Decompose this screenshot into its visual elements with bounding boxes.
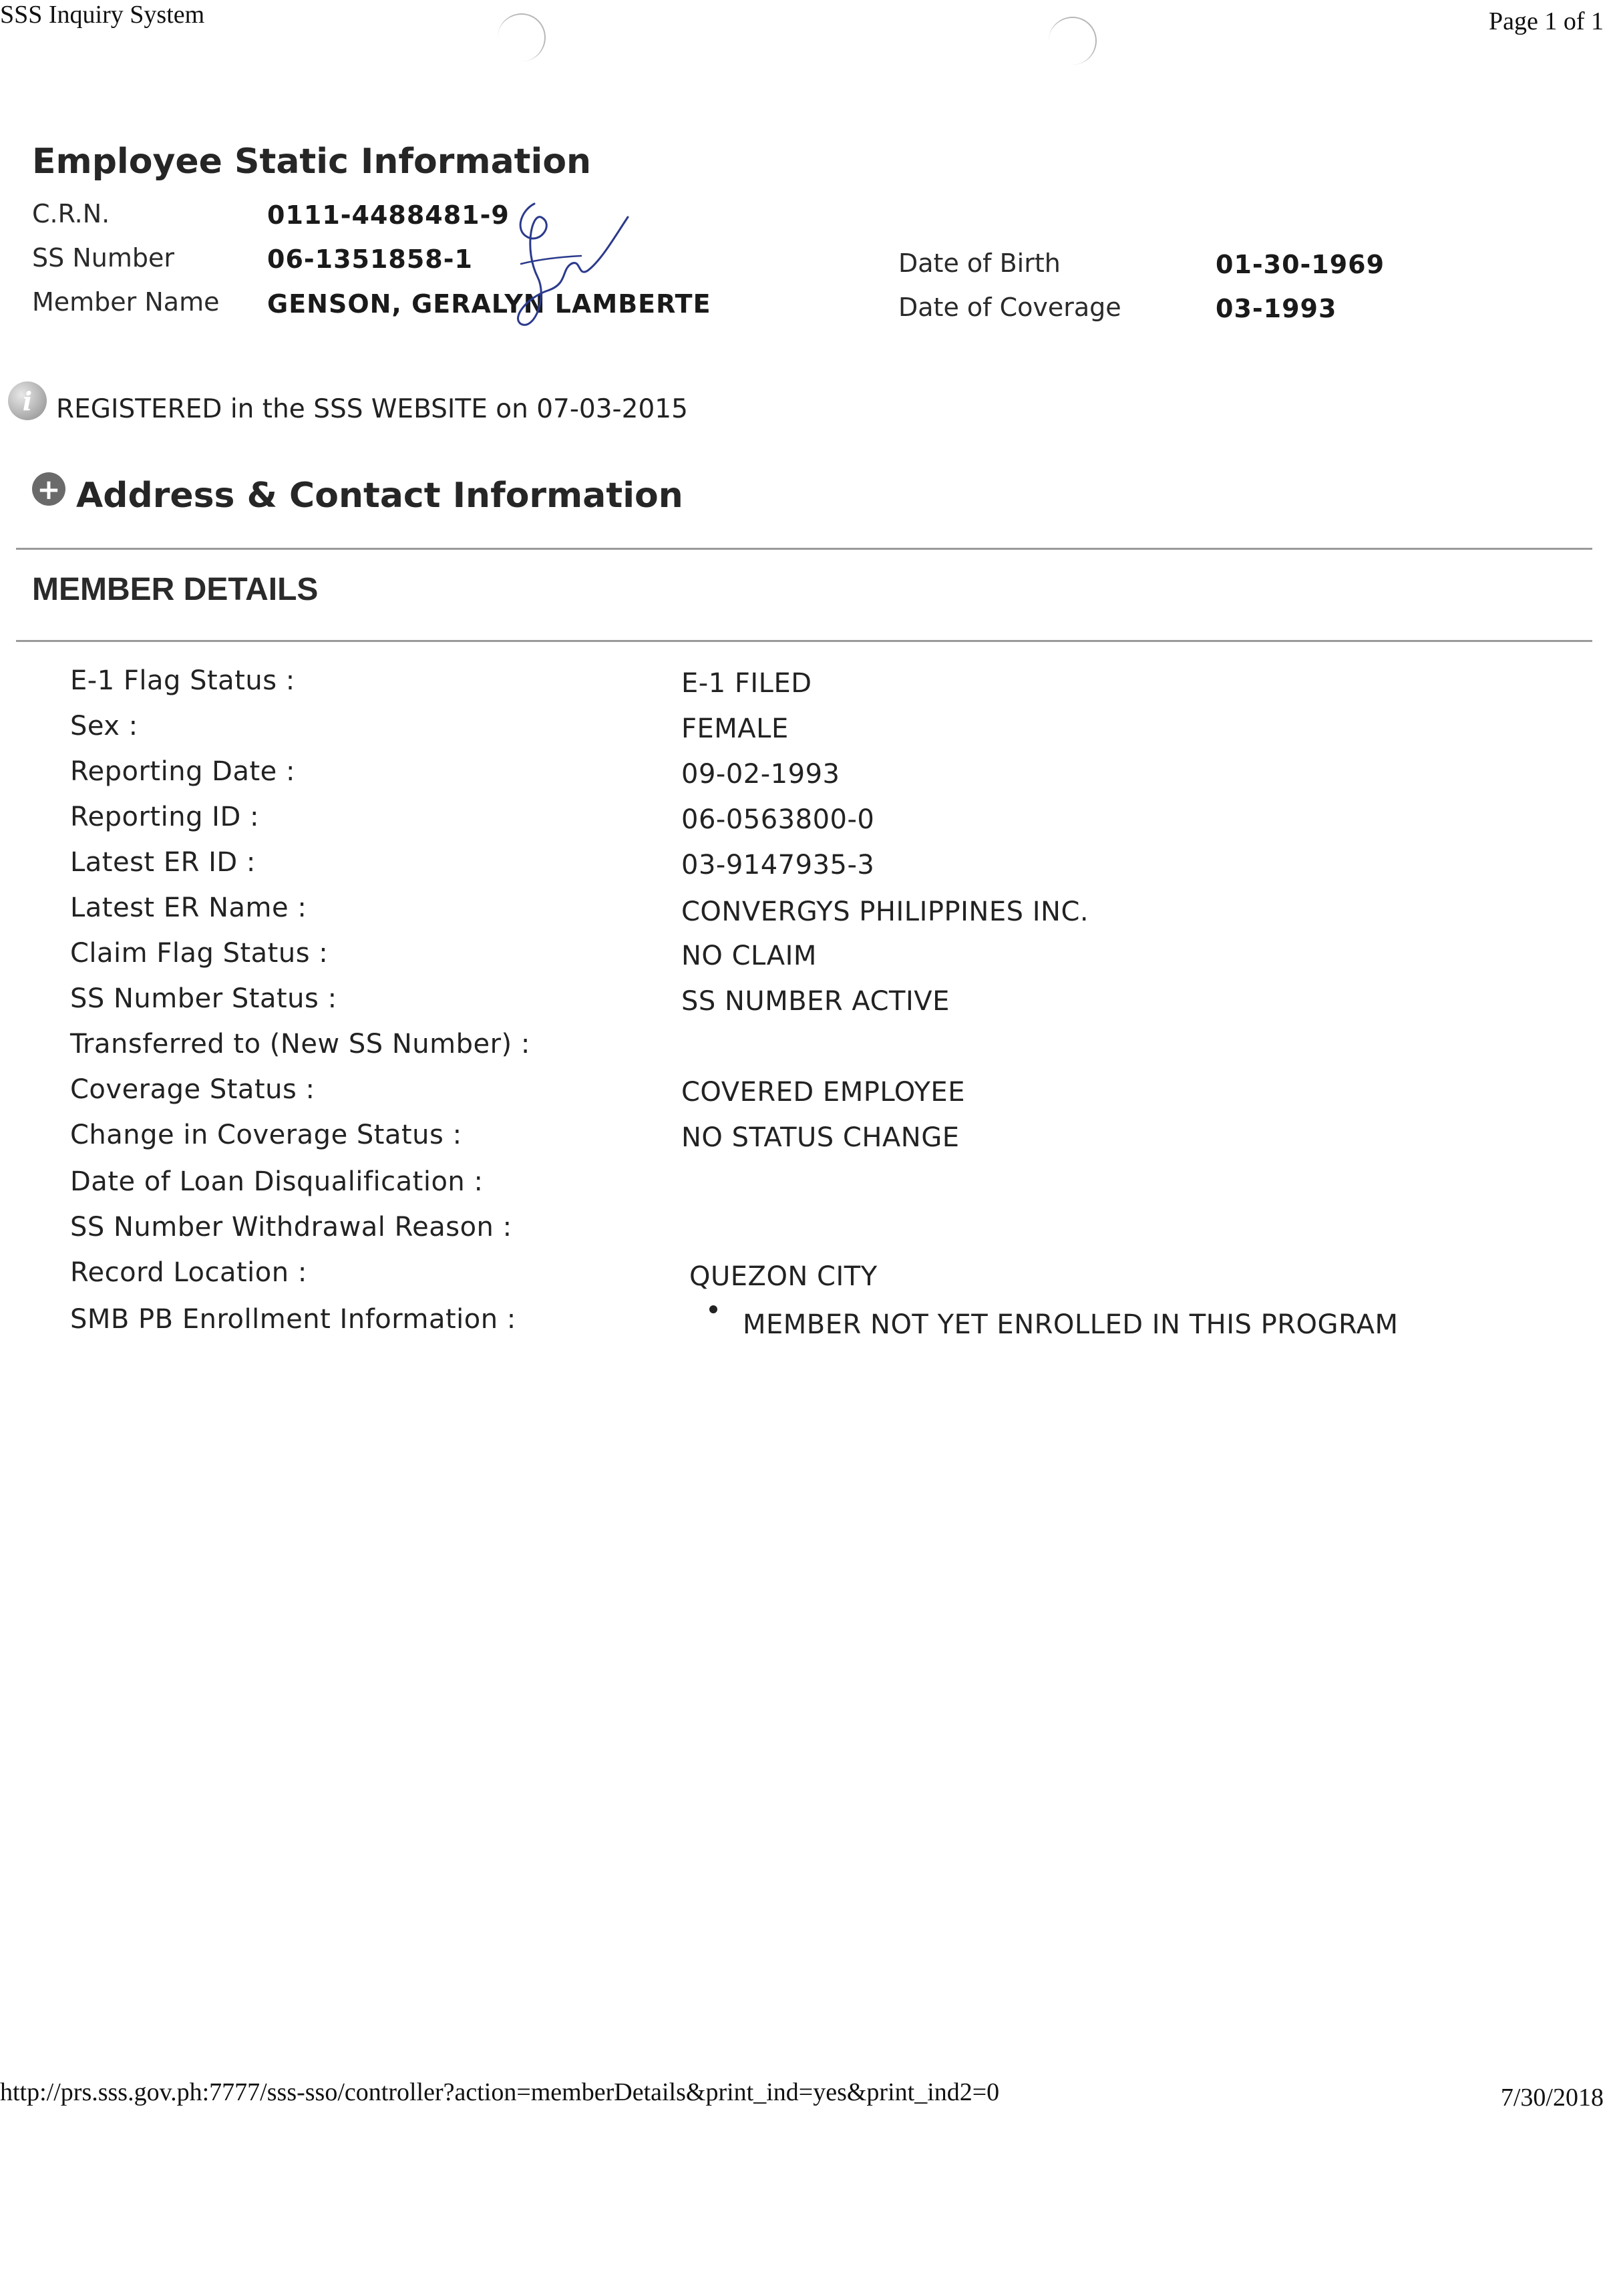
static-info-title: Employee Static Information: [32, 142, 592, 182]
detail-value-claim-flag-status: NO CLAIM: [681, 941, 817, 971]
detail-value-reporting-date: 09-02-1993: [681, 759, 840, 790]
detail-label-e1-flag-status: E-1 Flag Status :: [70, 665, 295, 696]
detail-value-latest-er-id: 03-9147935-3: [681, 850, 875, 880]
divider: [16, 640, 1592, 642]
divider: [16, 548, 1592, 550]
crn-label: C.R.N.: [32, 199, 110, 228]
bullet-point: [709, 1305, 717, 1313]
crn-value: 0111-4488481-9: [267, 200, 510, 230]
plus-circle-icon[interactable]: +: [32, 472, 65, 506]
detail-value-change-in-coverage-status: NO STATUS CHANGE: [681, 1122, 960, 1153]
info-icon: i: [8, 381, 47, 420]
ss-number-label: SS Number: [32, 243, 174, 273]
footer-url: http://prs.sss.gov.ph:7777/sss-sso/controller?action=memberDetails&print_ind=yes&print_ind2=0: [0, 2078, 1000, 2106]
dob-value: 01-30-1969: [1216, 250, 1385, 279]
detail-label-date-of-loan-disqualification: Date of Loan Disqualification :: [70, 1166, 484, 1197]
detail-value-sex: FEMALE: [681, 713, 789, 744]
detail-label-coverage-status: Coverage Status :: [70, 1074, 315, 1105]
detail-value-ss-number-status: SS NUMBER ACTIVE: [681, 986, 950, 1017]
doc-label: Date of Coverage: [898, 293, 1121, 322]
dob-label: Date of Birth: [898, 249, 1061, 278]
punch-hole-mark: [1049, 17, 1097, 65]
detail-label-latest-er-id: Latest ER ID :: [70, 847, 256, 878]
detail-label-smb-pb-enrollment: SMB PB Enrollment Information :: [70, 1304, 516, 1335]
detail-label-transferred-to: Transferred to (New SS Number) :: [70, 1029, 530, 1059]
detail-value-smb-pb-enrollment: MEMBER NOT YET ENROLLED IN THIS PROGRAM: [743, 1309, 1399, 1340]
detail-label-change-in-coverage-status: Change in Coverage Status :: [70, 1120, 462, 1150]
detail-value-latest-er-name: CONVERGYS PHILIPPINES INC.: [681, 896, 1089, 927]
registration-text: REGISTERED in the SSS WEBSITE on 07-03-2015: [56, 393, 688, 424]
detail-value-e1-flag-status: E-1 FILED: [681, 668, 812, 699]
header-app-name: SSS Inquiry System: [0, 1, 205, 29]
address-section-title: Address & Contact Information: [76, 476, 683, 516]
detail-value-coverage-status: COVERED EMPLOYEE: [681, 1077, 965, 1108]
detail-value-record-location: QUEZON CITY: [689, 1261, 878, 1292]
detail-label-sex: Sex :: [70, 711, 138, 742]
member-name-value: GENSON, GERALYN LAMBERTE: [267, 289, 711, 319]
detail-value-reporting-id: 06-0563800-0: [681, 804, 875, 835]
detail-label-record-location: Record Location :: [70, 1257, 307, 1288]
member-name-label: Member Name: [32, 287, 220, 317]
detail-label-ss-number-status: SS Number Status :: [70, 983, 337, 1014]
detail-label-latest-er-name: Latest ER Name :: [70, 892, 307, 923]
footer-date: 7/30/2018: [1500, 2084, 1604, 2112]
member-details-title: MEMBER DETAILS: [32, 572, 319, 607]
detail-label-ss-number-withdrawal-reason: SS Number Withdrawal Reason :: [70, 1212, 512, 1243]
detail-label-claim-flag-status: Claim Flag Status :: [70, 938, 329, 969]
detail-label-reporting-date: Reporting Date :: [70, 756, 295, 787]
handwritten-signature: [508, 197, 641, 337]
ss-number-value: 06-1351858-1: [267, 244, 473, 274]
punch-hole-mark: [498, 13, 546, 61]
header-page-number: Page 1 of 1: [1488, 7, 1604, 35]
doc-value: 03-1993: [1216, 294, 1337, 323]
address-contact-section[interactable]: [32, 472, 683, 516]
detail-label-reporting-id: Reporting ID :: [70, 802, 259, 832]
registration-notice: [8, 385, 688, 428]
